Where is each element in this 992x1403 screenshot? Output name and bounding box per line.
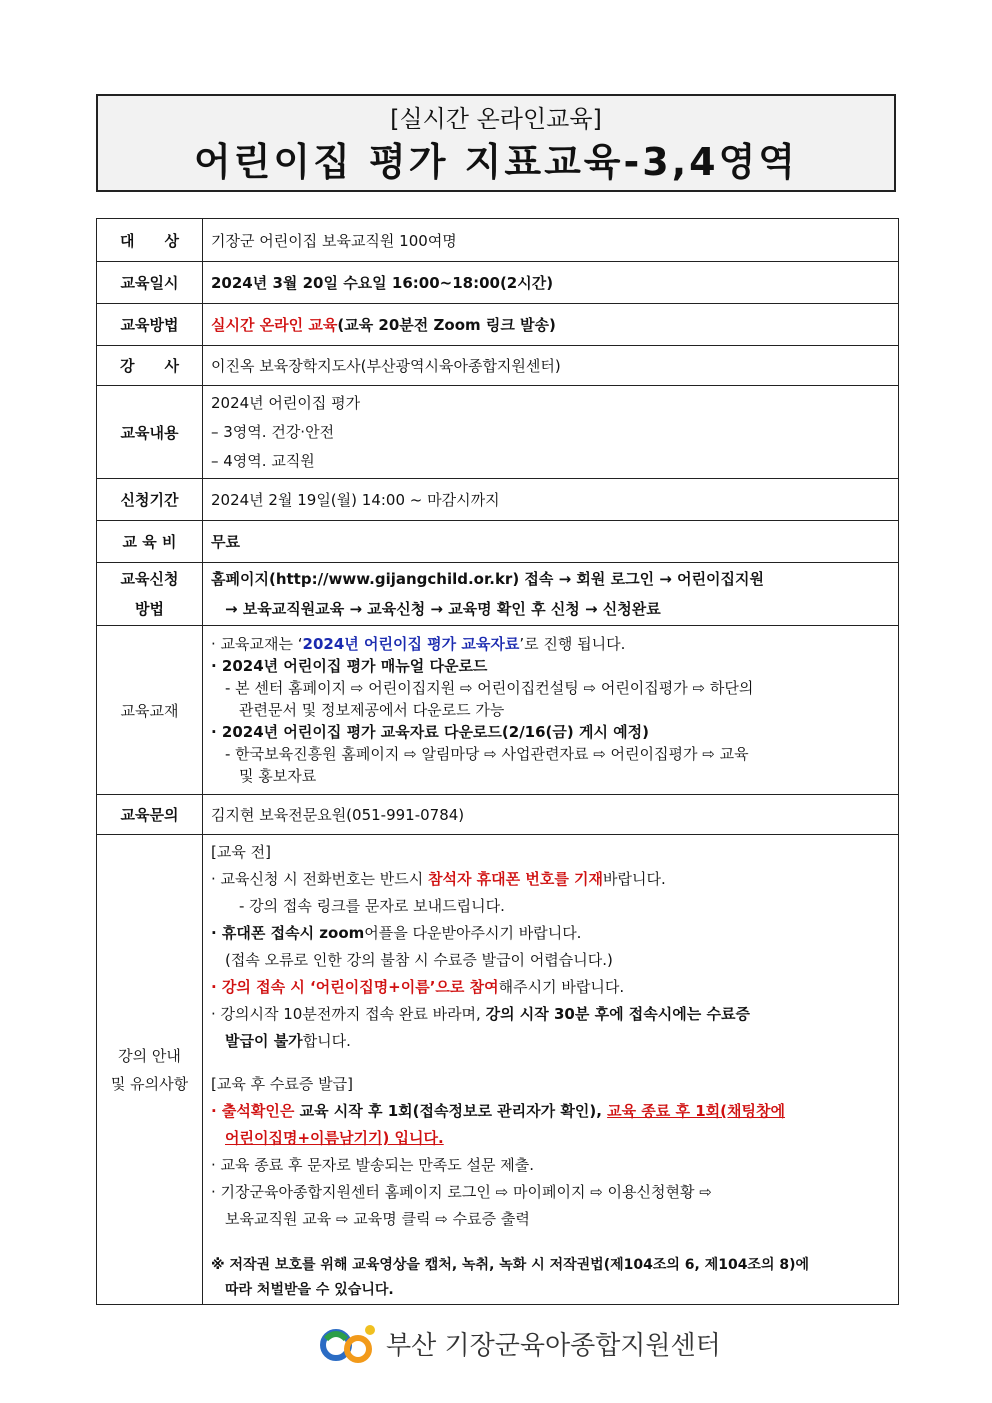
table-row-period: [97, 479, 899, 521]
material-l1-highlight: 2024년 어린이집 평가 교육자료: [302, 635, 520, 653]
apply-line-1: 홈페이지(http://www.gijangchild.or.kr) 접속 → 회원 로그인 → 어린이집지원: [211, 570, 765, 588]
label-inquiry: 교육문의: [97, 795, 203, 835]
material-l6: - 한국보육진흥원 홈페이지 ⇨ 알림마당 ⇨ 사업관련자료 ⇨ 어린이집평가 ⇨ 교육: [225, 745, 749, 763]
label-material: 교육교재: [97, 626, 203, 795]
label-target: 대 상: [97, 219, 203, 262]
footer-org-name: 부산 기장군육아종합지원센터: [386, 1330, 721, 1361]
after-a1-highlight: · 출석확인은: [211, 1102, 295, 1120]
before-b1-pre: · 교육신청 시 전화번호는 반드시: [211, 870, 428, 888]
after-a2-highlight: 어린이집명+이름남기기) 입니다.: [225, 1129, 444, 1147]
material-l2: · 2024년 어린이집 평가 매뉴얼 다운로드: [211, 657, 488, 675]
before-title: [교육 전]: [211, 843, 271, 861]
label-content: 교육내용: [97, 386, 203, 479]
after-a1-highlight-2: 교육 종료 후 1회(채팅창에: [607, 1102, 785, 1120]
before-b6-bold: 강의 시작 30분 후에 접속시에는 수료증: [485, 1005, 750, 1023]
method-highlight: 실시간 온라인 교육: [211, 316, 338, 334]
content-line: 2024년 어린이집 평가: [211, 393, 361, 412]
after-a1-bold: 교육 시작 후 1회(접속정보로 관리자가 확인),: [294, 1102, 608, 1120]
table-row-inquiry: [97, 795, 899, 835]
material-l1-post: ’로 진행 됩니다.: [519, 635, 626, 653]
before-b1-post: 바랍니다.: [603, 870, 666, 888]
value-date: 2024년 3월 20일 수요일 16:00~18:00(2시간): [203, 262, 899, 304]
before-b5-post: 해주시기 바랍니다.: [498, 978, 625, 996]
material-l5: · 2024년 어린이집 평가 교육자료 다운로드(2/16(금) 게시 예정): [211, 723, 650, 741]
before-b1-highlight: 참석자 휴대폰 번호를 기재: [427, 870, 604, 888]
content-line: – 3영역. 건강·안전: [211, 422, 335, 441]
table-row-lecturer: [97, 346, 899, 386]
before-b4: (접속 오류로 인한 강의 불참 시 수료증 발급이 어렵습니다.): [225, 951, 613, 969]
material-l4: 관련문서 및 정보제공에서 다운로드 가능: [239, 701, 505, 719]
label-method: 교육방법: [97, 304, 203, 346]
before-b7-bold: 발급이 불가: [225, 1032, 303, 1050]
value-fee: 무료: [203, 521, 899, 563]
before-b7-post: 합니다.: [302, 1032, 351, 1050]
page-title: 어린이집 평가 지표교육-3,4영역: [193, 140, 799, 184]
before-b3-bold: · 휴대폰 접속시 zoom: [211, 924, 365, 942]
table-row-material: [97, 626, 899, 795]
title-box: [96, 94, 896, 192]
table-row-fee: [97, 521, 899, 563]
table-row-target: [97, 219, 899, 262]
footer: [320, 1318, 721, 1368]
value-period: 2024년 2월 19일(월) 14:00 ~ 마감시까지: [203, 479, 899, 521]
label-lecturer: 강 사: [97, 346, 203, 386]
label-apply-2: 방법: [135, 600, 164, 618]
after-a3: · 교육 종료 후 문자로 발송되는 만족도 설문 제출.: [211, 1156, 534, 1174]
label-notice-1: 강의 안내: [118, 1046, 181, 1065]
before-b5-highlight: · 강의 접속 시 ‘어린이집명+이름’으로 참여: [211, 978, 499, 996]
page-subtitle: [실시간 온라인교육]: [390, 105, 602, 133]
label-notice-2: 및 유의사항: [110, 1074, 189, 1093]
table-row-notice: [97, 835, 899, 1305]
table-row-date: [97, 262, 899, 304]
content-line: – 4영역. 교직원: [211, 451, 315, 470]
table-row-content: [97, 386, 899, 479]
label-period: 신청기간: [97, 479, 203, 521]
value-target: 기장군 어린이집 보육교직원 100여명: [203, 219, 899, 262]
value-lecturer: 이진옥 보육장학지도사(부산광역시육아종합지원센터): [203, 346, 899, 386]
sc-logo-icon: [320, 1321, 380, 1365]
info-table: [96, 218, 899, 1305]
material-l1-pre: · 교육교재는 ‘: [211, 635, 303, 653]
value-inquiry: 김지현 보육전문요원(051-991-0784): [203, 795, 899, 835]
table-row-apply: [97, 563, 899, 626]
material-l7: 및 홍보자료: [239, 767, 317, 785]
before-b6-pre: · 강의시작 10분전까지 접속 완료 바라며,: [211, 1005, 486, 1023]
material-l3: - 본 센터 홈페이지 ⇨ 어린이집지원 ⇨ 어린이집컨설팅 ⇨ 어린이집평가 ⇨ 하단의: [225, 679, 754, 697]
label-apply-1: 교육신청: [120, 570, 179, 588]
after-title: [교육 후 수료증 발급]: [211, 1075, 353, 1093]
label-fee: 교 육 비: [97, 521, 203, 563]
method-detail: (교육 20분전 Zoom 링크 발송): [337, 316, 556, 334]
copyright-line-1: ※ 저작권 보호를 위해 교육영상을 캡처, 녹취, 녹화 시 저작권법(제104조의 6, 제104조의 8)에: [211, 1257, 810, 1273]
after-a5: 보육교직원 교육 ⇨ 교육명 클릭 ⇨ 수료증 출력: [225, 1210, 530, 1228]
before-b2: - 강의 접속 링크를 문자로 보내드립니다.: [239, 897, 505, 915]
copyright-line-2: 따라 처벌받을 수 있습니다.: [225, 1282, 394, 1298]
after-a4: · 기장군육아종합지원센터 홈페이지 로그인 ⇨ 마이페이지 ⇨ 이용신청현황 ⇨: [211, 1183, 712, 1201]
label-date: 교육일시: [97, 262, 203, 304]
apply-line-2: → 보육교직원교육 → 교육신청 → 교육명 확인 후 신청 → 신청완료: [225, 600, 661, 618]
before-b3-post: 어플을 다운받아주시기 바랍니다.: [364, 924, 582, 942]
table-row-method: [97, 304, 899, 346]
